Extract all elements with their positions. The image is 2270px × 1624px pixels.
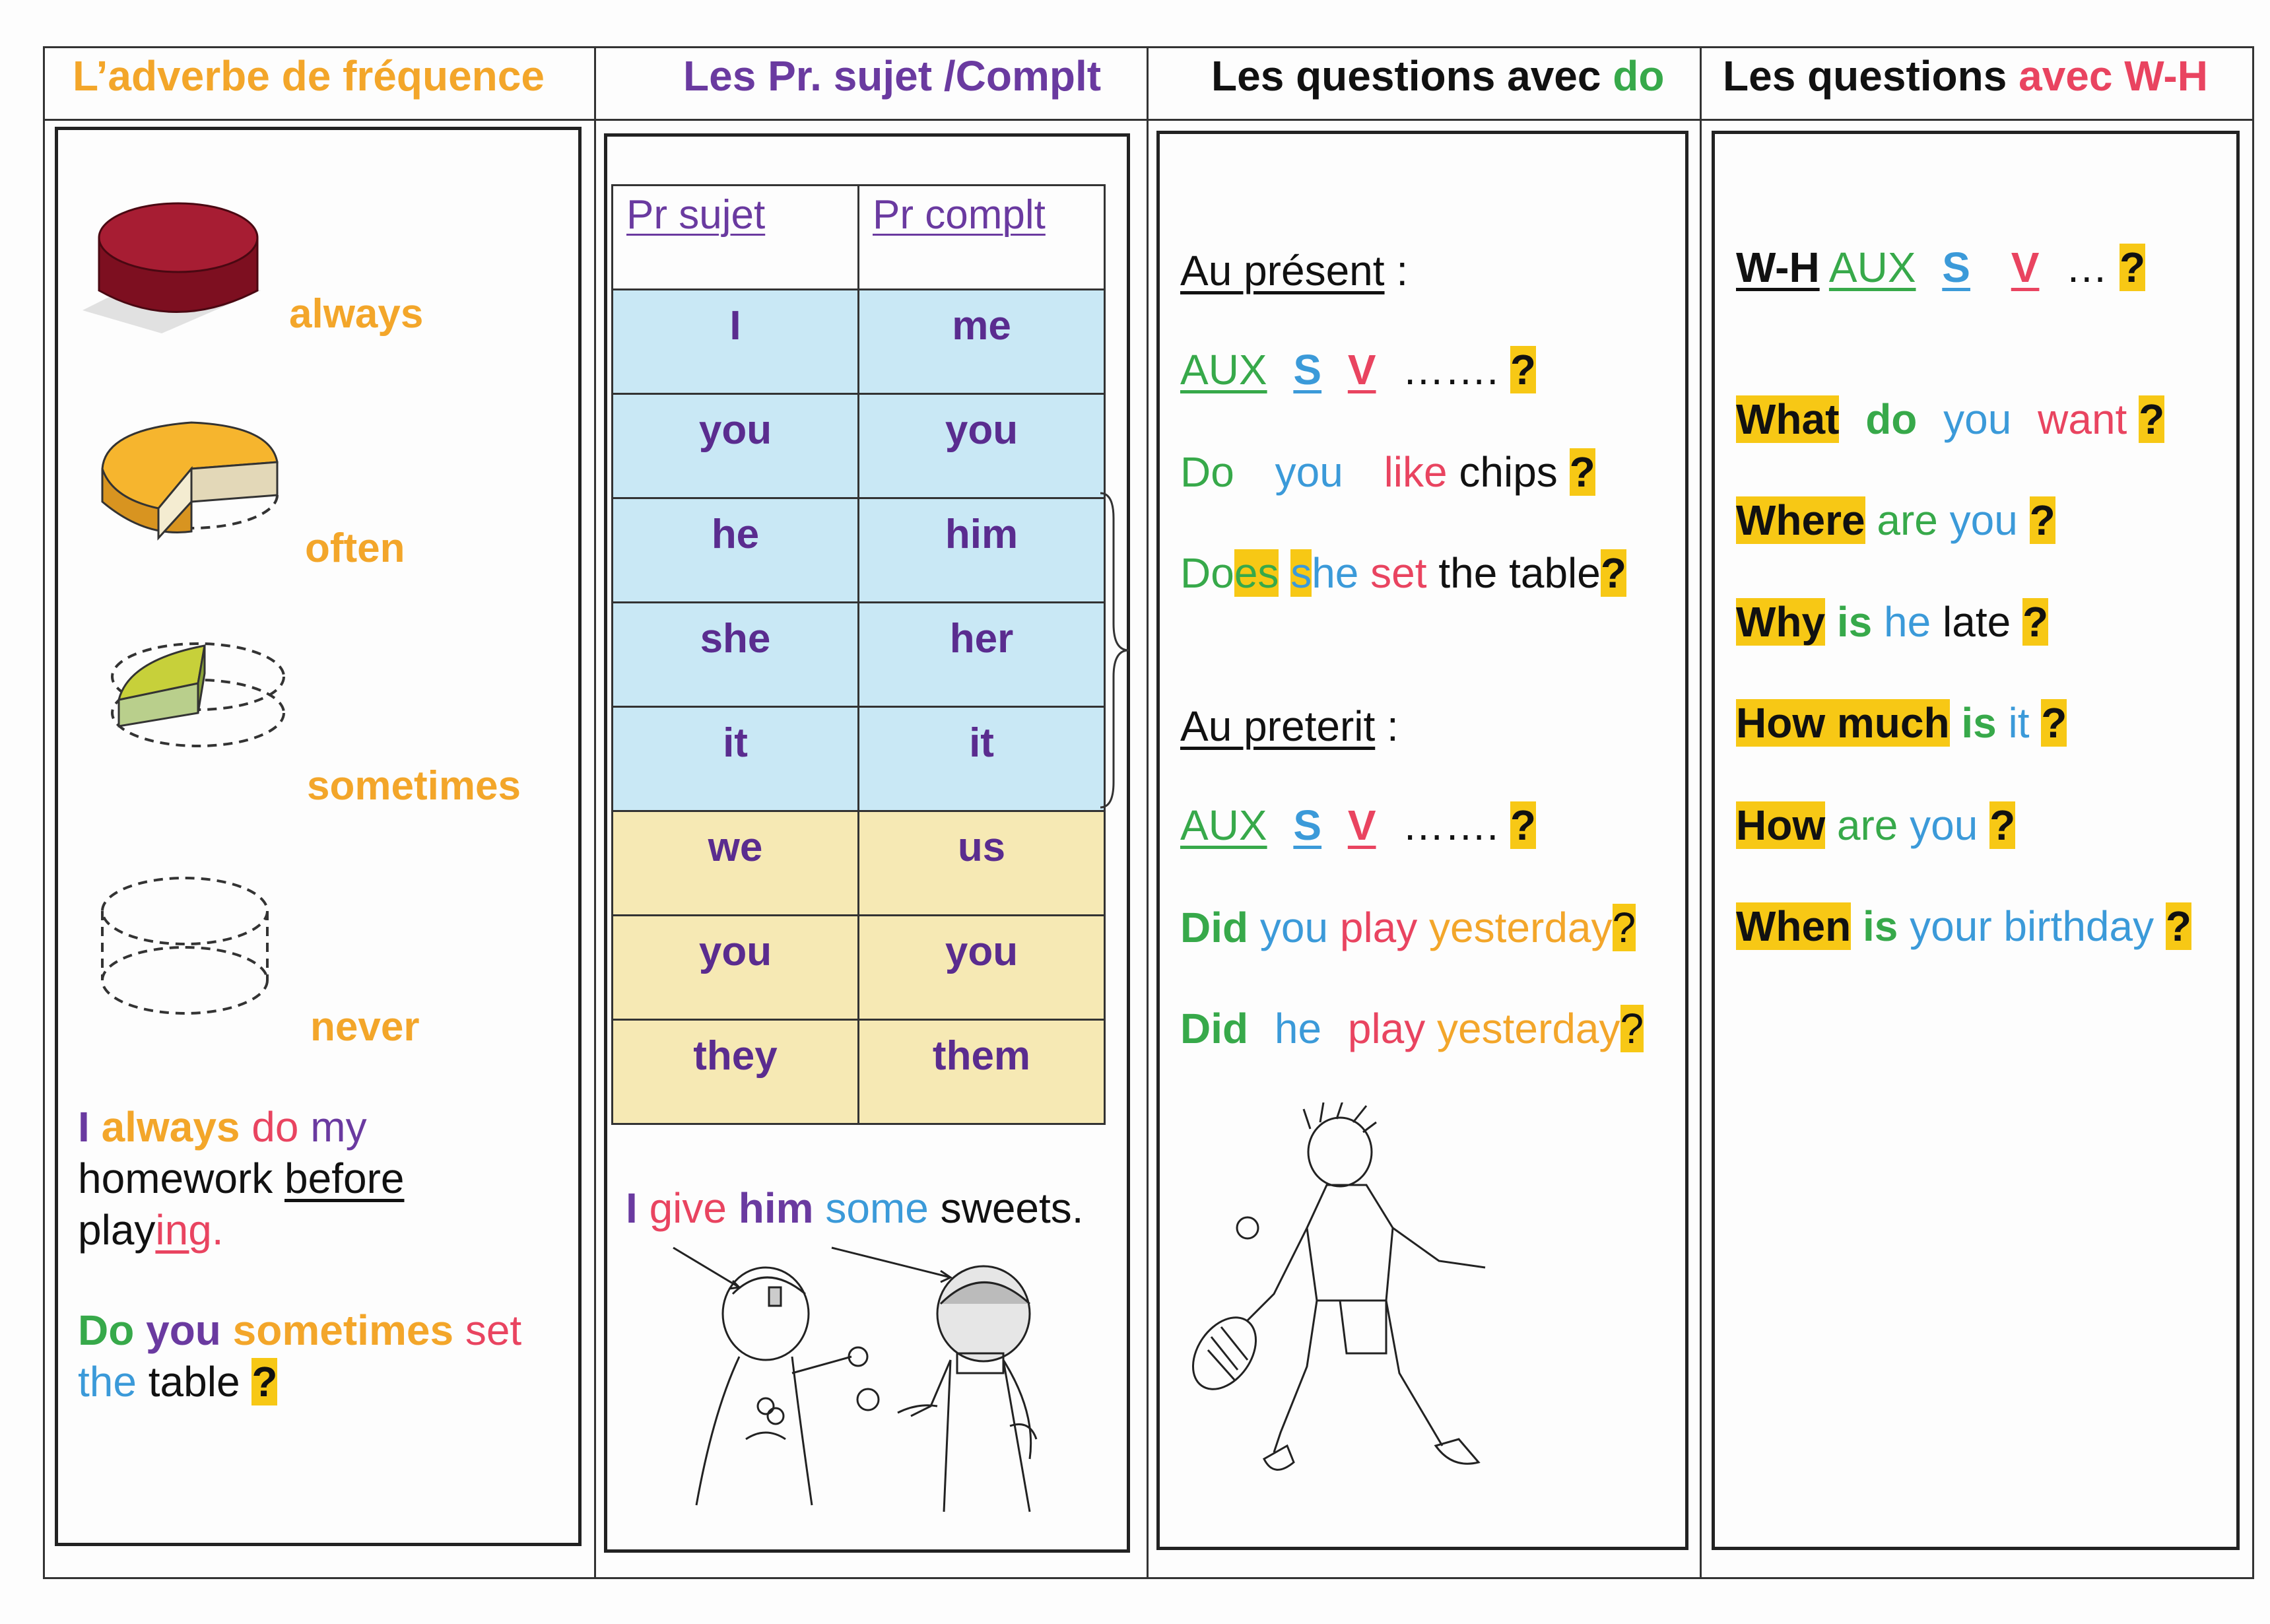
header-do-questions-text: Les questions avec [1211,52,1613,100]
full-cylinder-icon [76,191,274,343]
formula-aux: AUX [1180,346,1267,393]
colon: : [1396,247,1409,294]
table-row [613,498,1105,603]
object-pronoun-cell: you [859,394,1105,498]
preterit-example-1 [1180,901,1636,954]
word-did: Did [1180,904,1249,951]
wh-formula [1736,241,2145,294]
subject-pronoun-cell: you [613,916,859,1020]
subject-pronoun-cell: they [613,1020,859,1124]
three-quarter-pie-icon [86,396,304,568]
tennis-player-illustration [1175,1102,1545,1492]
table-row [613,707,1105,811]
word-play: play [78,1206,156,1254]
pronoun-table-header [613,186,1105,290]
header-do-questions [1211,46,1664,106]
wh-word: How [1736,801,1826,849]
small-wedge-icon [79,627,297,799]
frequency-example-1-line-1 [78,1100,367,1153]
empty-cylinder-icon [86,858,284,1036]
object-pronoun-cell: you [859,916,1105,1020]
formula-dots: ……. [1402,801,1499,849]
wh-example-why [1736,595,2048,648]
pronoun-example-sentence [626,1182,1084,1235]
subject-pronoun-cell: we [613,811,859,916]
adverb-always: always [289,291,424,337]
adverb-sometimes: sometimes [307,763,521,809]
header-subject-pronoun: Pr sujet [613,186,859,290]
word-some: some [825,1184,929,1232]
table-row [613,290,1105,394]
word-do: do [251,1103,299,1151]
word-subject: you [1943,395,2012,443]
formula-subject: S [1942,244,1970,291]
formula-dots: … [2065,244,2108,291]
word-yesterday: yesterday [1437,1005,1620,1052]
question-mark: ? [1510,346,1536,393]
curly-brace-icon [1099,492,1132,809]
wh-example-where [1736,494,2055,547]
word-you: you [1259,904,1329,951]
word-do: Do [1180,448,1234,496]
preterit-label-text: Au preterit [1180,702,1376,750]
header-do-word: do [1613,52,1665,100]
question-mark: ? [1989,801,2016,849]
table-row [613,394,1105,498]
word-aux: are [1836,801,1898,849]
column-divider-3 [1700,46,1702,1579]
formula-aux: AUX [1828,244,1916,291]
formula-dots: ……. [1402,346,1499,393]
header-object-pronoun: Pr complt [859,186,1105,290]
table-row [613,916,1105,1020]
formula-subject: S [1293,346,1322,393]
table-row [613,811,1105,916]
word-late: late [1943,598,2011,646]
word-ing-suffix: ing [155,1206,212,1254]
word-you: you [1275,448,1343,496]
wh-example-what [1736,393,2164,446]
word-do: Do [1180,549,1234,597]
question-mark: ? [1510,801,1536,849]
word-he: he [1312,549,1359,597]
question-mark: ? [2022,598,2049,646]
adverb-never: never [310,1004,420,1050]
question-mark: ? [2165,902,2191,950]
children-sharing-sweets-illustration [634,1241,1096,1525]
object-pronoun-cell: them [859,1020,1105,1124]
word-play: play [1347,1005,1426,1052]
present-example-1 [1180,446,1595,498]
word-verb: want [2038,395,2127,443]
frequency-example-2-line-1 [78,1304,521,1357]
subject-pronoun-cell: it [613,707,859,811]
wh-example-how-much [1736,696,2067,749]
frequency-example-1-line-2 [78,1152,404,1205]
frequency-example-1-line-3 [78,1203,224,1256]
object-pronoun-cell: her [859,603,1105,707]
word-the: the [78,1358,137,1405]
word-subject: it [2008,699,2030,747]
preterit-label [1180,700,1399,753]
subject-pronoun-cell: I [613,290,859,394]
wh-word: Where [1736,496,1865,544]
word-aux: is [1961,699,1997,747]
header-wh-questions [1723,46,2208,106]
word-give: give [649,1184,727,1232]
word-i: I [78,1103,90,1151]
question-mark: ? [1620,1005,1644,1052]
word-homework: homework [78,1155,273,1202]
word-sometimes: sometimes [232,1306,454,1354]
present-formula [1180,343,1536,396]
formula-verb: V [2011,244,2040,291]
word-sweets: sweets. [940,1184,1084,1232]
word-i: I [626,1184,638,1232]
object-pronoun-cell: me [859,290,1105,394]
question-mark: ? [2139,395,2165,443]
present-label-text: Au présent [1180,247,1385,294]
question-mark: ? [2029,496,2055,544]
present-example-2 [1180,547,1626,599]
word-subject: he [1884,598,1931,646]
word-aux: is [1862,902,1898,950]
question-mark: ? [2041,699,2067,747]
question-mark: ? [1612,904,1636,951]
word-did: Did [1180,1005,1249,1052]
subject-pronoun-cell: she [613,603,859,707]
object-pronoun-cell: him [859,498,1105,603]
table-row [613,1020,1105,1124]
formula-subject: S [1293,801,1322,849]
object-pronoun-cell: us [859,811,1105,916]
word-the-table: the table [1438,549,1601,597]
wh-word: What [1736,395,1840,443]
formula-verb: V [1347,346,1376,393]
column-divider-1 [594,46,596,1579]
word-always: always [101,1103,240,1151]
question-mark: ? [1600,549,1626,597]
header-frequency-adverb: L’adverbe de fréquence [73,52,545,100]
column-divider-2 [1147,46,1149,1579]
word-set: set [465,1306,522,1354]
formula-verb: V [1347,801,1376,849]
word-set: set [1370,549,1427,597]
word-my: my [310,1103,367,1151]
wh-example-how [1736,799,2015,852]
header-underline [43,119,2254,121]
table-row [613,603,1105,707]
word-subject: you [1949,496,2018,544]
header-wh-word: avec W-H [2019,52,2208,100]
adverb-often: often [305,525,405,571]
word-aux: do [1865,395,1918,443]
pronoun-table [611,184,1106,1125]
word-yesterday: yesterday [1429,904,1613,951]
preterit-formula [1180,799,1536,852]
word-like: like [1384,448,1448,496]
word-he: he [1274,1005,1322,1052]
word-period: . [211,1206,224,1254]
preterit-example-2 [1180,1002,1644,1055]
header-pronouns: Les Pr. sujet /Complt [683,52,1102,100]
formula-aux: AUX [1180,801,1267,849]
word-before: before [284,1155,405,1202]
word-subject: your birthday [1910,902,2154,950]
object-pronoun-cell: it [859,707,1105,811]
question-mark: ? [2120,244,2146,291]
word-do: Do [78,1306,135,1354]
wh-word: How much [1736,699,1950,747]
word-play: play [1339,904,1418,951]
word-s-letter: s [1290,549,1312,597]
header-wh-questions-text: Les questions [1723,52,2019,100]
subject-pronoun-cell: you [613,394,859,498]
word-es-suffix: es [1234,549,1279,597]
word-subject: you [1910,801,1978,849]
present-label [1180,244,1408,297]
word-aux: are [1877,496,1938,544]
word-chips: chips [1459,448,1558,496]
formula-wh: W-H [1736,244,1820,291]
colon: : [1387,702,1399,750]
subject-pronoun-cell: he [613,498,859,603]
wh-word: When [1736,902,1852,950]
wh-word: Why [1736,598,1826,646]
word-table: table [148,1358,240,1405]
word-you: you [146,1306,221,1354]
word-aux: is [1836,598,1873,646]
question-mark: ? [251,1358,278,1405]
wh-example-when [1736,900,2191,953]
word-him: him [738,1184,814,1232]
question-mark: ? [1569,448,1595,496]
frequency-example-2-line-2 [78,1355,277,1408]
